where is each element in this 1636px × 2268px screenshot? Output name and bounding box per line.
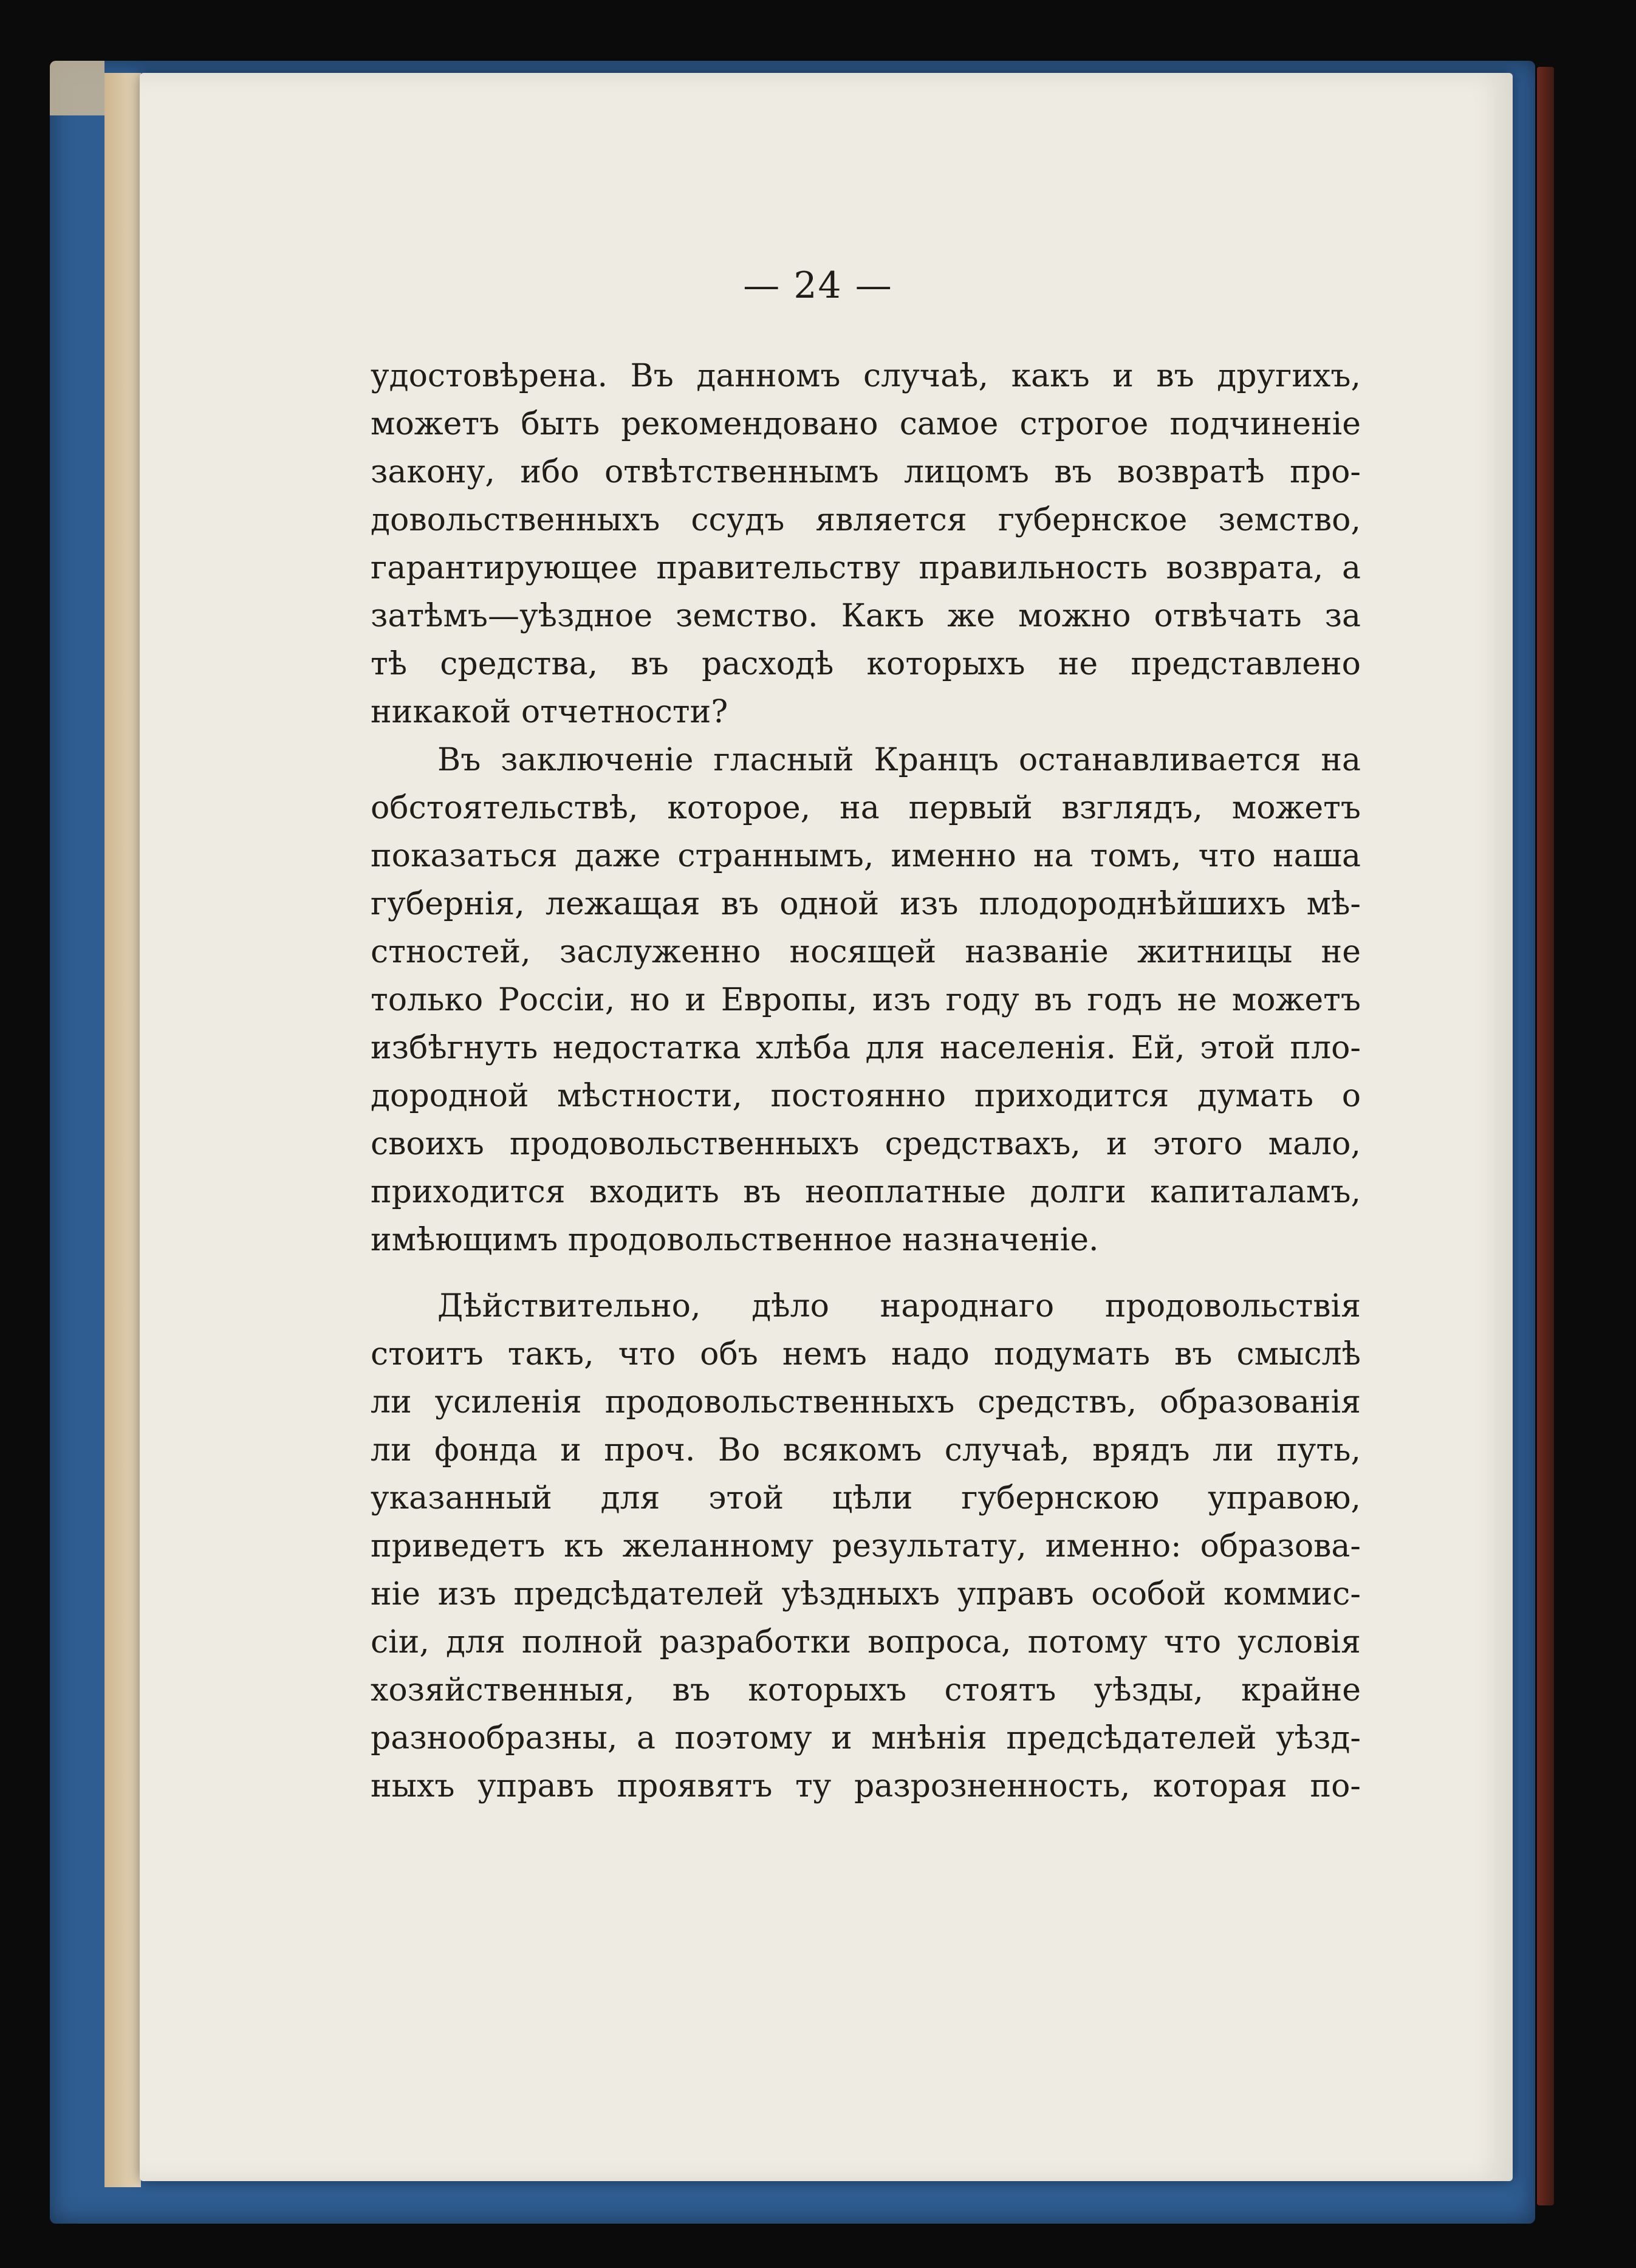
paragraph-1 bbox=[371, 352, 1361, 736]
text-line: показаться даже страннымъ, именно на томъ, что наша bbox=[371, 838, 1361, 874]
page-number: — 24 — bbox=[743, 264, 893, 307]
text-line: имѣющимъ продовольственное назначеніе. bbox=[371, 1222, 1099, 1258]
text-line: ли фонда и проч. Во всякомъ случаѣ, врядъ ли путь, bbox=[371, 1432, 1361, 1468]
paragraph-3 bbox=[371, 1283, 1361, 1811]
text-line: приведетъ къ желанному результату, именно: образова- bbox=[371, 1528, 1361, 1564]
text-line: обстоятельствѣ, которое, на первый взглядъ, можетъ bbox=[371, 790, 1361, 826]
cover-edge bbox=[1537, 67, 1554, 2205]
text-line: приходится входить въ неоплатные долги капиталамъ, bbox=[371, 1174, 1361, 1210]
text-line: только Россіи, но и Европы, изъ году въ годъ не можетъ bbox=[371, 982, 1361, 1018]
text-line: тѣ средства, въ расходѣ которыхъ не представлено bbox=[371, 646, 1361, 682]
text-line: ніе изъ предсѣдателей уѣздныхъ управъ особой коммис- bbox=[371, 1576, 1361, 1612]
text-line: указанный для этой цѣли губернскою управою, bbox=[371, 1480, 1361, 1516]
text-line: губернія, лежащая въ одной изъ плодороднѣйшихъ мѣ- bbox=[371, 886, 1361, 922]
text-line: гарантирующее правительству правильность возврата, а bbox=[371, 550, 1361, 586]
body-text bbox=[371, 352, 1361, 1811]
text-line: ли усиленія продовольственныхъ средствъ, образованія bbox=[371, 1384, 1361, 1420]
text-line: Дѣйствительно, дѣло народнаго продовольствія bbox=[437, 1288, 1361, 1324]
page-stack-edge bbox=[104, 73, 141, 2187]
text-line: сіи, для полной разработки вопроса, потому что условія bbox=[371, 1624, 1361, 1660]
text-line: никакой отчетности? bbox=[371, 694, 728, 730]
text-line: удостовѣрена. Въ данномъ случаѣ, какъ и въ другихъ, bbox=[371, 358, 1361, 394]
text-line: затѣмъ—уѣздное земство. Какъ же можно отвѣчать за bbox=[371, 598, 1361, 634]
text-line: Въ заключеніе гласный Кранцъ останавливается на bbox=[437, 742, 1361, 778]
text-line: довольственныхъ ссудъ является губернское земство, bbox=[371, 502, 1361, 538]
paragraph-2 bbox=[371, 736, 1361, 1264]
page-curl-shadow bbox=[1622, 158, 1636, 2242]
text-line: можетъ быть рекомендовано самое строгое подчиненіе bbox=[371, 406, 1361, 442]
text-line: разнообразны, а поэтому и мнѣнія предсѣдателей уѣзд- bbox=[371, 1720, 1361, 1756]
cover-corner bbox=[50, 61, 104, 115]
text-line: ныхъ управъ проявятъ ту разрозненность, которая по- bbox=[371, 1768, 1361, 1804]
text-line: своихъ продовольственныхъ средствахъ, и этого мало, bbox=[371, 1126, 1361, 1162]
text-line: избѣгнуть недостатка хлѣба для населенія. Ей, этой пло- bbox=[371, 1030, 1361, 1066]
text-line: хозяйственныя, въ которыхъ стоятъ уѣзды, крайне bbox=[371, 1672, 1361, 1708]
text-line: стностей, заслуженно носящей названіе житницы не bbox=[371, 934, 1361, 970]
paragraph-spacer bbox=[371, 1264, 1361, 1283]
text-line: дородной мѣстности, постоянно приходится думать о bbox=[371, 1078, 1361, 1114]
text-line: стоитъ такъ, что объ немъ надо подумать въ смыслѣ bbox=[371, 1336, 1361, 1372]
text-line: закону, ибо отвѣтственнымъ лицомъ въ возвратѣ про- bbox=[371, 454, 1361, 490]
